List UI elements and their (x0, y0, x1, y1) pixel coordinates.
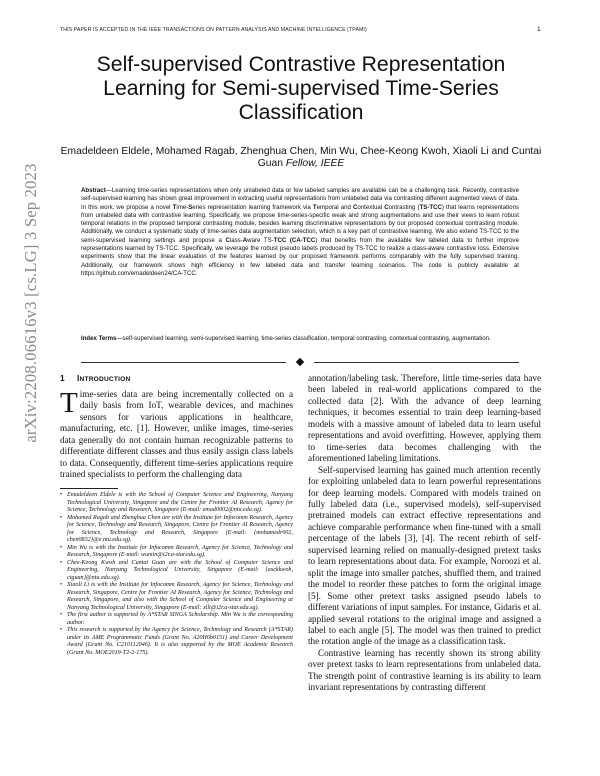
divider-line-right (314, 362, 519, 363)
divider-diamond (296, 358, 304, 366)
footnote-item: • Min Wu is with the Institute for Infocomm Research, Agency for Science, Technology and Research, Singapore (E-mail: wumin@i2r.a-star.edu.sg). (67, 545, 293, 560)
section-number: 1 (60, 373, 65, 383)
footnote-item: • Chee-Keong Kwoh and Cuntai Guan are with the School of Computer Science and Engineering, Nanyang Technological University, Singapore (E-mail: {asckkwoh, ctguan}@ntu.edu.sg). (67, 560, 293, 583)
abstract-text: ontrasting ( (388, 203, 420, 211)
footnote-item: • The first author is supported by A*STAR SINGA Scholarship. Min Wu is the corresponding author. (67, 612, 293, 627)
footnote-item: • Xiaoli Li is with the Institute for Infocomm Research, Agency for Science, Technology and Research, Singapore, Centre for Frontier AI Research, Agency for Science, Technology and Research, Singapore, and also with the School of Computer Science and Engineering at Nanyang Technological University, Singapore (E-mail: xlli@i2r.a-star.edu.sg). (67, 582, 293, 612)
intro-paragraph-1-text: ime-series data are being incrementally collected on a daily basis from IoT, wearable devices, and machines sensors for various applications in healthcare, manufacturing, etc. [1]. However, unlike images, time-series data generally do not contain human recognizable patterns to differentiate different classes and thus easily assign class labels to data. Consequently, different time-series applications require trained specialists to perform the challenging data (60, 389, 293, 480)
abstract-text: ) that learns representations from unlabeled data with contrastive learning. Specifically, we propose time-series-specific weak and strong augmentations and use their views to learn robust temporal relations in the proposed temporal contrasting module, besides learning discriminative representations by our proposed contextual contrasting module. Additionally, we conduct a systematic study of time-series data augmentation selection, which is a key part of contrastive learning. We also extend TS-TCC to the semi-supervised learning settings and propose a (81, 203, 520, 244)
abstract-text: —Learning time-series representations when only unlabeled data or few labeled samples are available can be a challenging task. Recently, contrastive self-supervised learning has shown great improvement in extracting useful representations from unlabeled data via contrasting different augmented views of data. In this work, we propose a novel (81, 187, 519, 211)
right-column (308, 373, 541, 694)
abstract-text: ) that benefits from the available few labeled data to further improve representations learned by TS-TCC. Specifically, we leverage the robust pseudo labels produced by TS-TCC to realize a class-aware contrastive loss. Extensive experiments show that the linear evaluation of the features learned by our proposed framework performs comparably with the fully supervised training. Additionally, our framework shows high efficiency in few labeled data and transfer learning scenarios. The code is publicly available at https://github.com/emadeldeen24/CA-TCC. (81, 236, 519, 277)
left-column (60, 373, 293, 657)
section-heading-introduction (60, 373, 293, 389)
abstract-text: ime- (176, 203, 189, 211)
abstract (81, 187, 519, 278)
footnote-rule (60, 488, 118, 489)
arxiv-stamp: arXiv:2208.06616v3 [cs.LG] 3 Sep 2023 (21, 163, 40, 443)
section-heading-rest: NTRODUCTION (79, 376, 131, 383)
abstract-text: lass- (229, 236, 243, 244)
abstract-label: Abstract (81, 187, 106, 194)
running-head: THIS PAPER IS ACCEPTED IN THE IEEE TRANSACTIONS ON PATTERN ANALYSIS AND MACHINE INTELLIGENCE (TPAMI) (60, 27, 367, 33)
author-list (60, 146, 542, 171)
abstract-bold: TS-TCC (419, 203, 442, 211)
divider-line-left (81, 362, 286, 363)
abstract-bold: A (242, 236, 248, 244)
abstract-bold: C (225, 236, 230, 244)
abstract-bold: C (384, 203, 389, 211)
footnote-item: • Emadeldeen Eldele is with the School of Computer Science and Engineering, Nanyang Technological University, Singapore and the Centre for Frontier AI Research, Agency for Science, Technology and Research, Singapore (E-mail: emad0002@ntu.edu.sg). (67, 492, 293, 515)
intro-paragraph-2: Self-supervised learning has gained much attention recently for exploiting unlabeled data to learn powerful representations for deep learning models. Compared with models trained on fully labeled data (i.e., supervised models), self-supervised pretrained models can extract effective representations and achieve comparable performance when fine-tuned with a small percentage of the labels [3], [4]. The recent rebirth of self-supervised learning relied on manually-designed pretext tasks to learn representations about data. For example, Noroozi et al. split the image into smaller patches, shuffled them, and trained the model to reorder these patches to form the original image [5]. Some other pretext tasks assigned pseudo labels to different variations of input samples. For instance, Gidaris et al. applied several rotations to the original image and assigned a label to each angle [5]. The model was then trained to predict the rotation angle of the image as a classification task. (308, 464, 541, 647)
abstract-bold: S (188, 203, 193, 211)
index-terms-label: Index Terms (81, 335, 117, 342)
author-suffix: Fellow, IEEE (285, 158, 345, 170)
index-terms (81, 335, 519, 343)
intro-paragraph-1 (60, 389, 293, 481)
footnotes (60, 492, 293, 657)
drop-cap: T (60, 387, 78, 419)
abstract-text: ontextual (357, 203, 385, 211)
abstract-bold: C (353, 203, 358, 211)
intro-paragraph-1-cont: annotation/labeling task. Therefore, little time-series data have been labeled in real-world applications compared to the collected data [2]. With the advance of deep learning techniques, it becomes essential to train deep learning-based models with a massive amount of labeled data to learn useful representations and avoid overfitting. However, applying them to time-series data becomes challenging with the aforementioned labeling limitations. (308, 373, 541, 464)
author-names: Emadeldeen Eldele, Mohamed Ragab, Zhenghua Chen, Min Wu, Chee-Keong Kwoh, Xiaoli Li and Cuntai Guan (60, 146, 542, 170)
abstract-bold: T (312, 203, 317, 211)
abstract-text: ware TS- (247, 236, 274, 244)
index-terms-text: —self-supervised learning, semi-supervised learning, time-series classification, temporal contrasting, contextual contrasting, augmentation. (116, 335, 491, 342)
paper-title: Self-supervised Contrastive Representation Learning for Semi-supervised Time-Series Classification (96, 53, 506, 124)
section-heading-initial: I (77, 373, 80, 383)
abstract-text: eries representation learning framework via (192, 203, 313, 211)
abstract-bold: T (172, 203, 177, 211)
abstract-bold: TCC (CA-TCC (273, 236, 316, 244)
footnote-item: • This research is supported by the Agency for Science, Technology and Research (A*STAR) under its AME Programmatic Funds (Grant No. A20H6b0151) and Career Development Award (Grant No. C210112046). It is also supported by the MOE Academic Research (Grant No. MOE2019-T2-2-175). (67, 627, 293, 657)
page-number: 1 (537, 26, 541, 33)
intro-paragraph-3: Contrastive learning has recently shown its strong ability over pretext tasks to learn representations from unlabeled data. The strength point of contrastive learning is its ability to learn invariant representations by contrasting different (308, 647, 541, 693)
footnote-item: • Mohamed Ragab and Zhenghua Chen are with the Institute for Infocomm Research, Agency for Science, Technology and Research, Singapore, Centre for Frontier AI Research, Agency for Science, Technology and Research, Singapore (E-mail: {mohamedr002, chen0832}@e.ntu.edu.sg). (67, 515, 293, 545)
abstract-text: emporal and (316, 203, 353, 211)
